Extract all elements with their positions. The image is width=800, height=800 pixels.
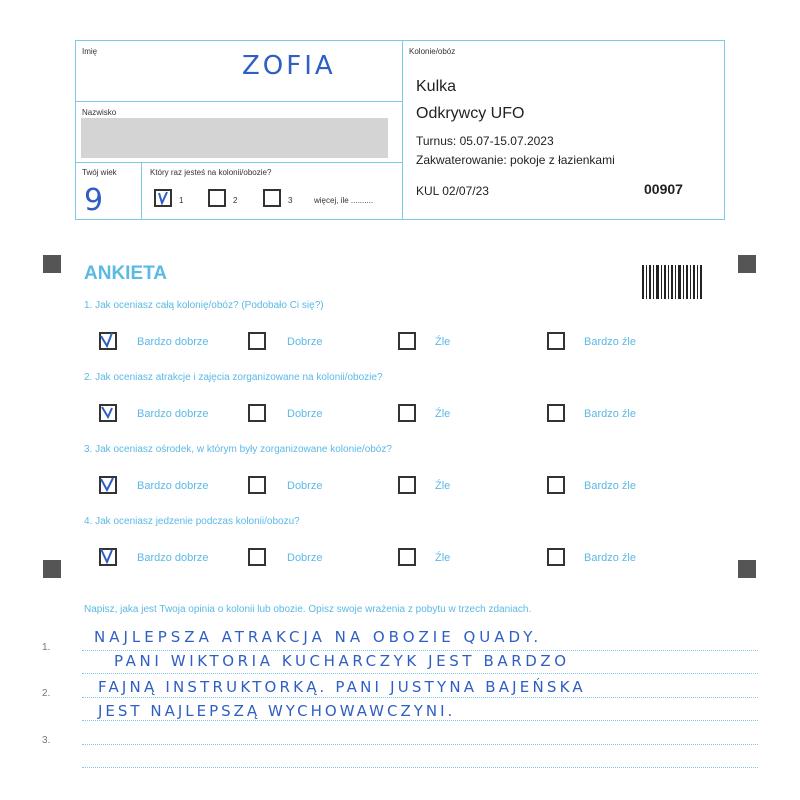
handwritten-line-2[interactable]: PANI WIKTORIA KUCHARCZYK JEST BARDZO [114,652,570,670]
answer-line [82,673,758,674]
imie-value[interactable]: ZOFIA [242,51,336,81]
form-number: 00907 [644,181,683,197]
q1-bardzo-dobrze-checkbox[interactable] [99,332,117,350]
q4-option-label: Źle [435,552,451,564]
line-number: 3. [42,735,51,746]
form-code: KUL 02/07/23 [416,184,489,198]
q3-bardzo-zle-checkbox[interactable] [547,476,565,494]
barcode-icon [642,265,702,299]
kolonie-name: Kulka [416,78,457,95]
checkmark-icon [98,402,118,422]
registration-marker [738,255,756,273]
q1-option-label: Bardzo źle [584,336,636,348]
q3-bardzo-dobrze-checkbox[interactable] [99,476,117,494]
q2-option-label: Bardzo źle [584,408,636,420]
kolonie-label: Kolonie/obóz [409,47,456,56]
q4-option-label: Bardzo źle [584,552,636,564]
ktory-raz-1-checkbox[interactable] [154,189,172,207]
q3-zle-checkbox[interactable] [398,476,416,494]
ktory-raz-1-label: 1 [179,196,184,205]
ktory-raz-2-checkbox[interactable] [208,189,226,207]
handwritten-line-1[interactable]: NAJLEPSZA ATRAKCJA NA OBOZIE QUADY. [94,628,543,646]
checkmark-icon [98,545,118,565]
q3-dobrze-checkbox[interactable] [248,476,266,494]
nazwisko-label: Nazwisko [82,108,117,117]
handwritten-line-4[interactable]: JEST NAJLEPSZĄ WYCHOWAWCZYNI. [98,702,456,720]
q1-bardzo-zle-checkbox[interactable] [547,332,565,350]
answer-line [82,697,758,698]
q4-bardzo-zle-checkbox[interactable] [547,548,565,566]
opinion-prompt: Napisz, jaka jest Twoja opinia o kolonii lub obozie. Opisz swoje wrażenia z pobytu w trzech zdaniach. [84,604,532,615]
kolonie-program: Odkrywcy UFO [416,105,525,122]
q2-dobrze-checkbox[interactable] [248,404,266,422]
ktory-raz-2-label: 2 [233,196,238,205]
answer-line [82,744,758,745]
q3-option-label: Dobrze [287,480,323,492]
handwritten-line-3[interactable]: FAJNĄ INSTRUKTORKĄ. PANI JUSTYNA BAJEŃSKA [98,678,586,696]
q2-bardzo-dobrze-checkbox[interactable] [99,404,117,422]
q3-option-label: Źle [435,480,451,492]
q2-zle-checkbox[interactable] [398,404,416,422]
registration-marker [43,255,61,273]
survey-title: ANKIETA [84,263,168,284]
zakwaterowanie: Zakwaterowanie: pokoje z łazienkami [416,153,615,167]
q1-option-label: Dobrze [287,336,323,348]
question-4: 4. Jak oceniasz jedzenie podczas kolonii/obozu? [84,516,300,527]
wiek-value[interactable]: 9 [84,183,107,218]
nazwisko-redacted [81,118,388,158]
imie-label: Imię [82,47,98,56]
line-number: 2. [42,688,51,699]
line-number: 1. [42,642,51,653]
q4-bardzo-dobrze-checkbox[interactable] [99,548,117,566]
ktory-raz-3-label: 3 [288,196,293,205]
checkmark-icon [98,329,118,349]
registration-marker [738,560,756,578]
answer-line [82,767,758,768]
answer-line [82,720,758,721]
question-1: 1. Jak oceniasz całą kolonię/obóz? (Podobało Ci się?) [84,300,324,311]
q1-zle-checkbox[interactable] [398,332,416,350]
q3-option-label: Bardzo źle [584,480,636,492]
wiek-label: Twój wiek [82,168,117,177]
question-2: 2. Jak oceniasz atrakcje i zajęcia zorganizowane na kolonii/obozie? [84,372,383,383]
q4-option-label: Dobrze [287,552,323,564]
q4-zle-checkbox[interactable] [398,548,416,566]
q2-option-label: Dobrze [287,408,323,420]
answer-line [82,650,758,651]
q4-option-label: Bardzo dobrze [137,552,209,564]
wiecej-label: więcej, ile .......... [314,196,374,205]
ktory-raz-3-checkbox[interactable] [263,189,281,207]
question-3: 3. Jak oceniasz ośrodek, w którym były zorganizowane kolonie/obóz? [84,444,392,455]
q4-dobrze-checkbox[interactable] [248,548,266,566]
checkmark-icon [98,474,118,494]
checkmark-icon [154,189,172,207]
q2-bardzo-zle-checkbox[interactable] [547,404,565,422]
q2-option-label: Bardzo dobrze [137,408,209,420]
q1-dobrze-checkbox[interactable] [248,332,266,350]
turnus: Turnus: 05.07-15.07.2023 [416,134,554,148]
q3-option-label: Bardzo dobrze [137,480,209,492]
ktory-raz-label: Który raz jesteś na kolonii/obozie? [150,168,272,177]
q2-option-label: Źle [435,408,451,420]
q1-option-label: Bardzo dobrze [137,336,209,348]
registration-marker [43,560,61,578]
q1-option-label: Źle [435,336,451,348]
header-form [75,40,725,220]
